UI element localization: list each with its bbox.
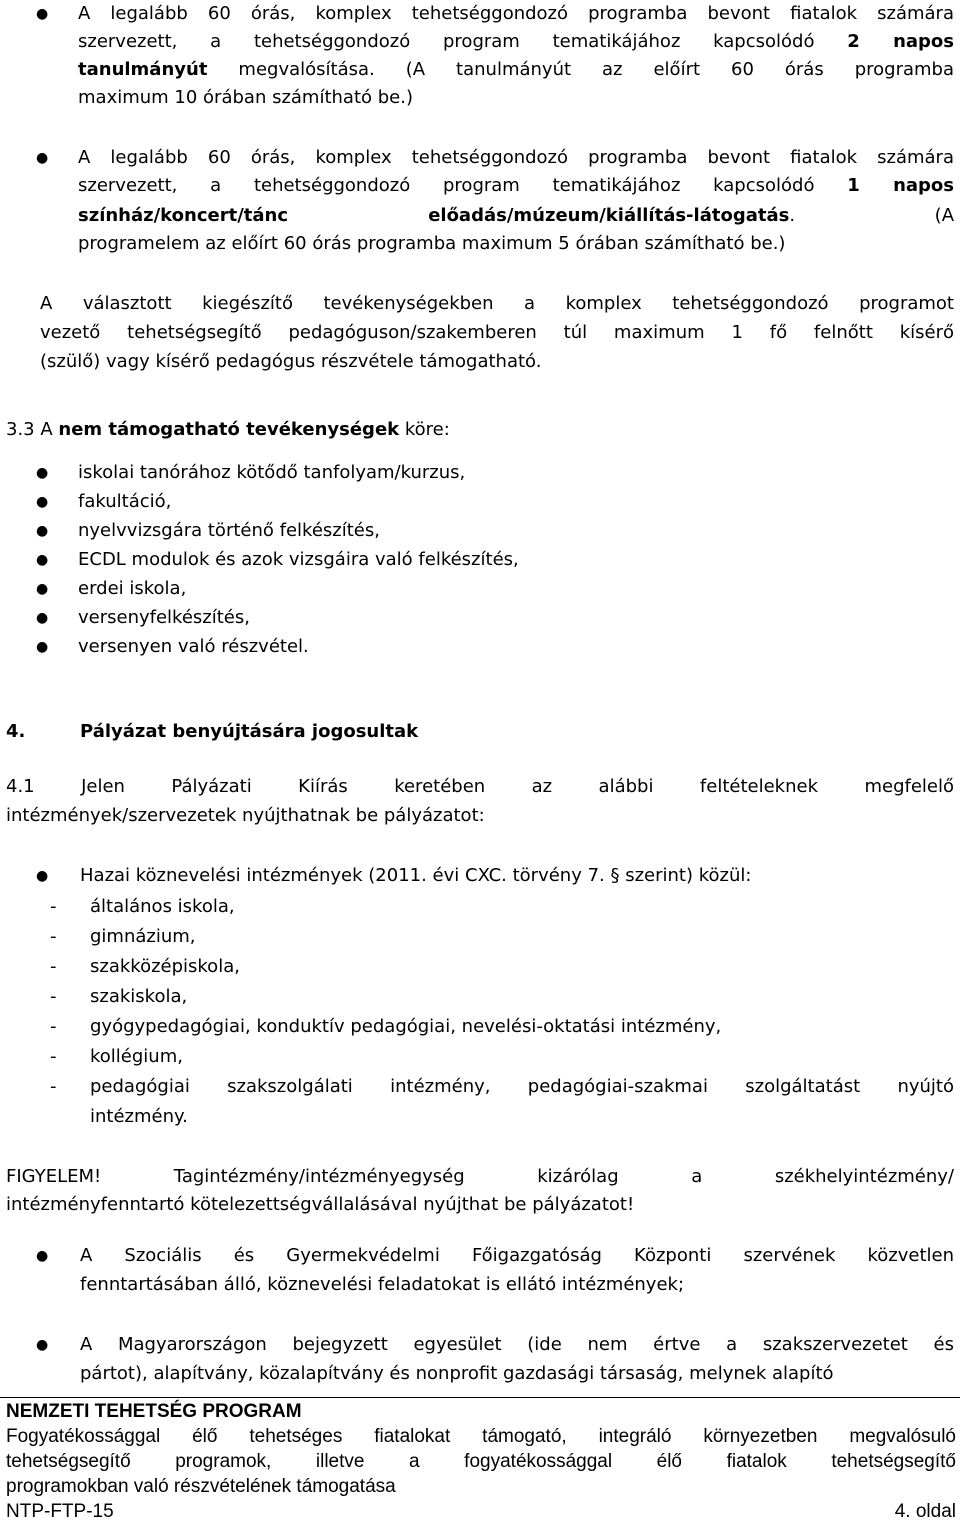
document-code: NTP-FTP-15	[6, 1501, 114, 1522]
dash-item: intézmény.	[90, 1106, 188, 1127]
footer-text: tehetségsegítő programok, illetve a fogyatékossággal élő fiatalok tehetségsegítő	[6, 1451, 956, 1472]
footer-divider	[0, 1397, 960, 1398]
text-line: A Magyarországon bejegyzett egyesület (ide nem értve a szakszervezetet és	[80, 1334, 954, 1355]
text-line: FIGYELEM! Tagintézmény/intézményegység kizárólag a székhelyintézmény/	[6, 1166, 954, 1187]
paragraph-4-1	[6, 773, 954, 831]
bullet-dot-icon: ●	[36, 639, 49, 655]
text-line: pártot), alapítvány, közalapítvány és nonprofit gazdasági társaság, melynek alapító	[80, 1363, 834, 1384]
section-title: Pályázat benyújtására jogosultak	[80, 721, 419, 742]
bullet-dot-icon: ●	[36, 868, 49, 884]
bullet-dot-icon: ●	[36, 581, 49, 597]
text-line: szervezett, a tehetséggondozó program tematikájához kapcsolódó	[78, 31, 848, 52]
footer-line	[6, 1474, 956, 1499]
bullet-dot-icon: ●	[36, 6, 49, 22]
dash-marker-icon: -	[50, 986, 57, 1007]
bullet-dot-icon: ●	[36, 1248, 49, 1264]
dash-item: gimnázium,	[90, 926, 196, 947]
text-line: 4.1 Jelen Pályázati Kiírás keretében az alábbi feltételeknek megfelelő	[6, 776, 954, 797]
bullet-egyesulet	[0, 1331, 960, 1389]
bullet-szocialis	[0, 1242, 960, 1300]
paragraph-companion	[40, 290, 954, 374]
text-line: intézmények/szervezetek nyújthatnak be pályázatot:	[6, 805, 485, 826]
dash-marker-icon: -	[50, 896, 57, 917]
list-item: nyelvvizsgára történő felkészítés,	[78, 520, 380, 541]
footer-line	[6, 1424, 956, 1449]
bold-text: színház/koncert/tánc előadás/múzeum/kiállítás-látogatás	[78, 205, 790, 226]
bullet-item-study-trip	[0, 0, 960, 112]
list-item: iskolai tanórához kötődő tanfolyam/kurzus,	[78, 462, 466, 483]
text-line: vezető tehetségsegítő pedagóguson/szakemberen túl maximum 1 fő felnőtt kísérő	[40, 322, 954, 343]
section-number: 4.	[6, 721, 26, 742]
dash-marker-icon: -	[50, 1076, 57, 1097]
dash-marker-icon: -	[50, 1046, 57, 1067]
heading-prefix: 3.3 A	[6, 419, 59, 440]
bullet-dot-icon: ●	[36, 1337, 49, 1353]
text-line: szervezett, a tehetséggondozó program tematikájához kapcsolódó	[78, 175, 848, 196]
bullet-hazai	[0, 862, 960, 890]
dash-item: pedagógiai szakszolgálati intézmény, pedagógiai-szakmai szolgáltatást nyújtó	[90, 1076, 954, 1097]
bold-text: tanulmányút	[78, 59, 208, 80]
bullet-dot-icon: ●	[36, 610, 49, 626]
bullet-dot-icon: ●	[36, 523, 49, 539]
institution-dash-list	[0, 893, 960, 1133]
bold-text: 2 napos	[847, 31, 954, 52]
bullet-item-theatre-visit	[0, 144, 960, 256]
dash-item: általános iskola,	[90, 896, 235, 917]
list-item: fakultáció,	[78, 491, 172, 512]
dash-marker-icon: -	[50, 926, 57, 947]
dash-marker-icon: -	[50, 1016, 57, 1037]
text-line: megvalósítása. (A tanulmányút az előírt 60 órás programba	[207, 59, 954, 80]
list-item: versenyfelkészítés,	[78, 607, 250, 628]
footer-bottom-row	[6, 1499, 956, 1524]
text-line: (szülő) vagy kísérő pedagógus részvétele támogatható.	[40, 351, 542, 372]
list-item: ECDL modulok és azok vizsgáira való felkészítés,	[78, 549, 519, 570]
heading-suffix: köre:	[399, 419, 450, 440]
text-line: intézményfenntartó kötelezettségvállalásával nyújthat be pályázatot!	[6, 1194, 635, 1215]
text-line: A legalább 60 órás, komplex tehetséggondozó programba bevont fiatalok számára	[78, 147, 954, 168]
list-item: versenyen való részvétel.	[78, 636, 309, 657]
text-line: A választott kiegészítő tevékenységekben a komplex tehetséggondozó programot	[40, 293, 954, 314]
dash-marker-icon: -	[50, 956, 57, 977]
heading-bold: nem támogatható tevékenységek	[58, 419, 400, 440]
footer-text: Fogyatékossággal élő tehetséges fiatalokat támogató, integráló környezetben megvalósuló	[6, 1426, 956, 1447]
list-item: Hazai köznevelési intézmények (2011. évi CXC. törvény 7. § szerint) közül:	[80, 865, 752, 886]
bullet-dot-icon: ●	[36, 465, 49, 481]
dash-item: szakközépiskola,	[90, 956, 240, 977]
text-line: . (A	[789, 205, 955, 226]
dash-item: szakiskola,	[90, 986, 188, 1007]
dash-item: kollégium,	[90, 1046, 183, 1067]
text-line: programelem az előírt 60 órás programba maximum 5 órában számítható be.)	[78, 233, 786, 254]
footer-title: NEMZETI TEHETSÉG PROGRAM	[6, 1401, 302, 1422]
non-supported-list	[0, 459, 960, 663]
section-3-3-heading	[6, 416, 954, 444]
text-line: A legalább 60 órás, komplex tehetséggondozó programba bevont fiatalok számára	[78, 3, 954, 24]
bullet-dot-icon: ●	[36, 150, 49, 166]
list-item: erdei iskola,	[78, 578, 187, 599]
text-line: A Szociális és Gyermekvédelmi Főigazgatóság Központi szervének közvetlen	[80, 1245, 954, 1266]
bullet-dot-icon: ●	[36, 494, 49, 510]
text-line: fenntartásában álló, köznevelési feladatokat is ellátó intézmények;	[80, 1274, 685, 1295]
footer-line	[6, 1449, 956, 1474]
bold-text: 1 napos	[847, 175, 954, 196]
text-line: maximum 10 órában számítható be.)	[78, 87, 413, 108]
footer-text: programokban való részvételének támogatása	[6, 1476, 396, 1497]
bullet-dot-icon: ●	[36, 552, 49, 568]
warning-paragraph	[6, 1163, 954, 1221]
dash-item: gyógypedagógiai, konduktív pedagógiai, nevelési-oktatási intézmény,	[90, 1016, 722, 1037]
section-4-heading	[6, 718, 954, 746]
page-number: 4. oldal	[894, 1501, 956, 1522]
